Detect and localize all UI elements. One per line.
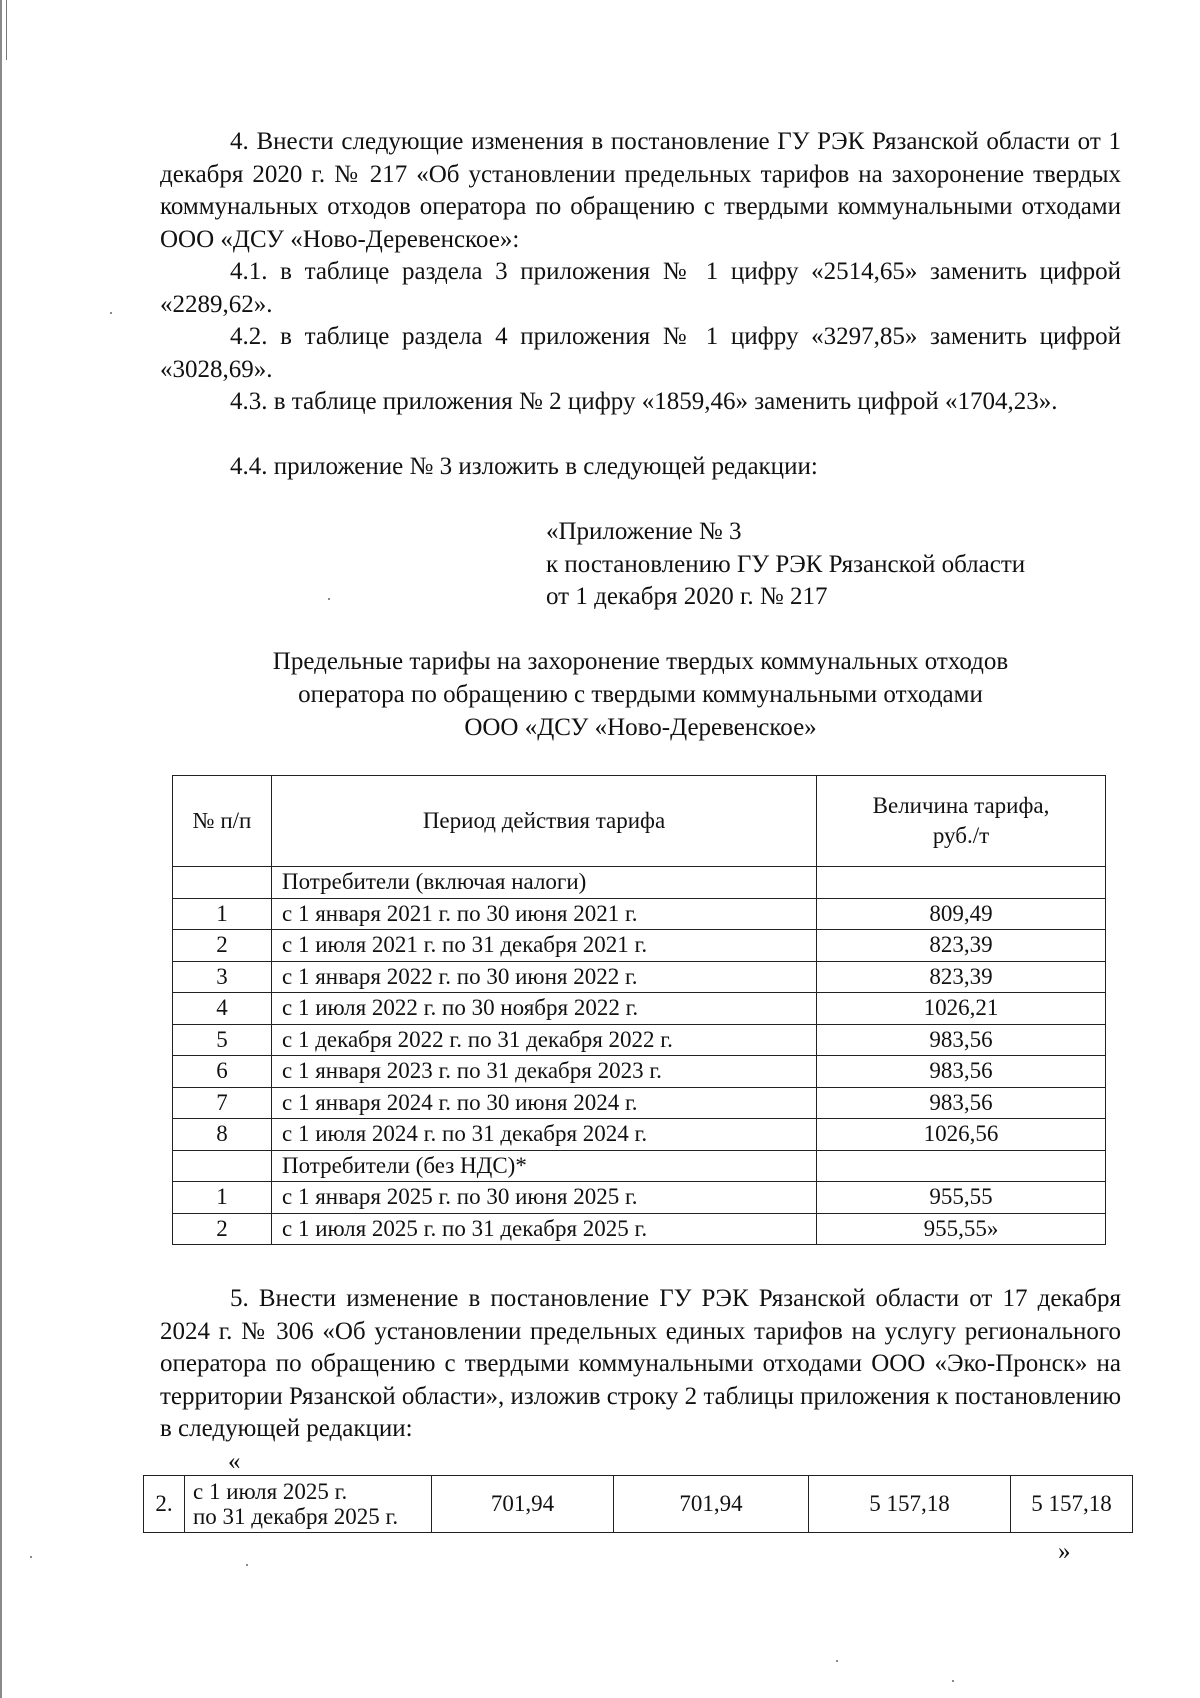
row-num: 2 [173,930,272,962]
table-row [173,1056,1106,1088]
table-body [173,867,1106,1245]
row-num: 2 [173,1213,272,1245]
heading-line-1: Предельные тарифы на захоронение твердых коммунальных отходов [272,648,1009,675]
row-value: 983,56 [817,1056,1106,1088]
scan-speck [246,1564,248,1566]
scan-speck [836,1660,838,1662]
row-period: с 1 июля 2021 г. по 31 декабря 2021 г. [272,930,817,962]
replacement-row-table [143,1475,1133,1533]
row-value: 1026,21 [817,993,1106,1025]
row-period: с 1 декабря 2022 г. по 31 декабря 2022 г. [272,1024,817,1056]
heading-line-2: оператора по обращению с твердыми коммунальными отходами [298,681,983,708]
row-num: 1 [173,1182,272,1214]
scan-edge-mark [6,0,7,60]
row-num: 6 [173,1056,272,1088]
row-value: 983,56 [817,1087,1106,1119]
paragraph-5: 5. Внести изменение в постановление ГУ РЭК Рязанской области от 17 декабря 2024 г. № 306 «Об установлении предельных единых тарифов на услугу регионального оператора по обращению с твердыми коммунальными отходами ООО «Эко-Пронск» на территории Рязанской области», изложив строку 2 таблицы приложения к постановлению в следующей редакции: [160,1285,1121,1442]
paragraph-4-4: 4.4. приложение № 3 изложить в следующей редакции: [230,453,818,480]
header-value-line-2: руб./т [932,823,990,848]
row-num: 4 [173,993,272,1025]
row-num: 8 [173,1119,272,1151]
row-period: с 1 июля 2025 г. по 31 декабря 2025 г. [272,1213,817,1245]
row-period: с 1 января 2022 г. по 30 июня 2022 г. [272,961,817,993]
row-num: 5 [173,1024,272,1056]
table-row [173,1119,1106,1151]
row-value-3: 5 157,18 [809,1476,1011,1533]
row-value: 955,55 [817,1182,1106,1214]
scan-speck [30,1556,32,1558]
row-num: 7 [173,1087,272,1119]
open-quote: « [228,1448,241,1475]
table-heading [160,645,1121,744]
group-num-cell [173,1150,272,1182]
row-period: с 1 января 2023 г. по 31 декабря 2023 г. [272,1056,817,1088]
appendix-line-1: «Приложение № 3 [546,518,742,545]
heading-line-3: ООО «ДСУ «Ново-Деревенское» [464,714,817,741]
row-num: 3 [173,961,272,993]
table-row [173,1024,1106,1056]
row-value-1: 701,94 [432,1476,614,1533]
row-num: 1 [173,898,272,930]
paragraph-4-1: 4.1. в таблице раздела 3 приложения № 1 цифру «2514,65» заменить цифрой «2289,62». [160,258,1121,318]
table-row [173,1213,1106,1245]
close-quote: » [1058,1538,1071,1565]
row-value: 983,56 [817,1024,1106,1056]
group-label: Потребители (без НДС)* [272,1150,817,1182]
row-value-4: 5 157,18 [1011,1476,1133,1533]
header-value [817,776,1106,867]
row-num: 2. [144,1476,185,1533]
appendix-line-3: от 1 декабря 2020 г. № 217 [546,583,828,610]
group-label: Потребители (включая налоги) [272,867,817,899]
table-row [173,930,1106,962]
table-row [173,961,1106,993]
row-value: 823,39 [817,930,1106,962]
row-period: с 1 января 2025 г. по 30 июня 2025 г. [272,1182,817,1214]
table-row [173,898,1106,930]
scan-edge-line [0,0,2,1698]
row-period: с 1 июля 2022 г. по 30 ноября 2022 г. [272,993,817,1025]
table-group-row [173,867,1106,899]
scan-speck [952,1680,954,1682]
scan-speck [110,312,112,314]
group-value-cell [817,867,1106,899]
paragraph-4-3: 4.3. в таблице приложения № 2 цифру «1859,46» заменить цифрой «1704,23». [230,388,1058,415]
row-value: 955,55» [817,1213,1106,1245]
table-header-row [173,776,1106,867]
row-value: 1026,56 [817,1119,1106,1151]
header-period: Период действия тарифа [272,776,817,867]
group-value-cell [817,1150,1106,1182]
row-period [185,1476,432,1533]
row-period-line-1: с 1 июля 2025 г. [193,1479,348,1504]
row-period: с 1 января 2021 г. по 30 июня 2021 г. [272,898,817,930]
table-row [173,993,1106,1025]
row-value: 823,39 [817,961,1106,993]
row-period-line-2: по 31 декабря 2025 г. [193,1504,399,1529]
table-row [173,1182,1106,1214]
header-num: № п/п [173,776,272,867]
row-period: с 1 июля 2024 г. по 31 декабря 2024 г. [272,1119,817,1151]
table-row [144,1476,1133,1533]
paragraph-4-2: 4.2. в таблице раздела 4 приложения № 1 цифру «3297,85» заменить цифрой «3028,69». [160,323,1121,383]
table-group-row [173,1150,1106,1182]
appendix-line-2: к постановлению ГУ РЭК Рязанской области [546,550,1026,578]
paragraph-4-intro: 4. Внести следующие изменения в постановление ГУ РЭК Рязанской области от 1 декабря 2020 г. № 217 «Об установлении предельных тарифов на захоронение твердых коммунальных отходов оператора по обращению с твердыми коммунальными отходами ООО «ДСУ «Ново-Деревенское»: [160,128,1121,253]
scan-speck [328,598,330,600]
row-value-2: 701,94 [614,1476,809,1533]
tariff-table [172,775,1106,1245]
header-value-line-1: Величина тарифа, [872,793,1050,818]
group-num-cell [173,867,272,899]
appendix-caption [546,516,1025,614]
row-period: с 1 января 2024 г. по 30 июня 2024 г. [272,1087,817,1119]
row-value: 809,49 [817,898,1106,930]
table-row [173,1087,1106,1119]
